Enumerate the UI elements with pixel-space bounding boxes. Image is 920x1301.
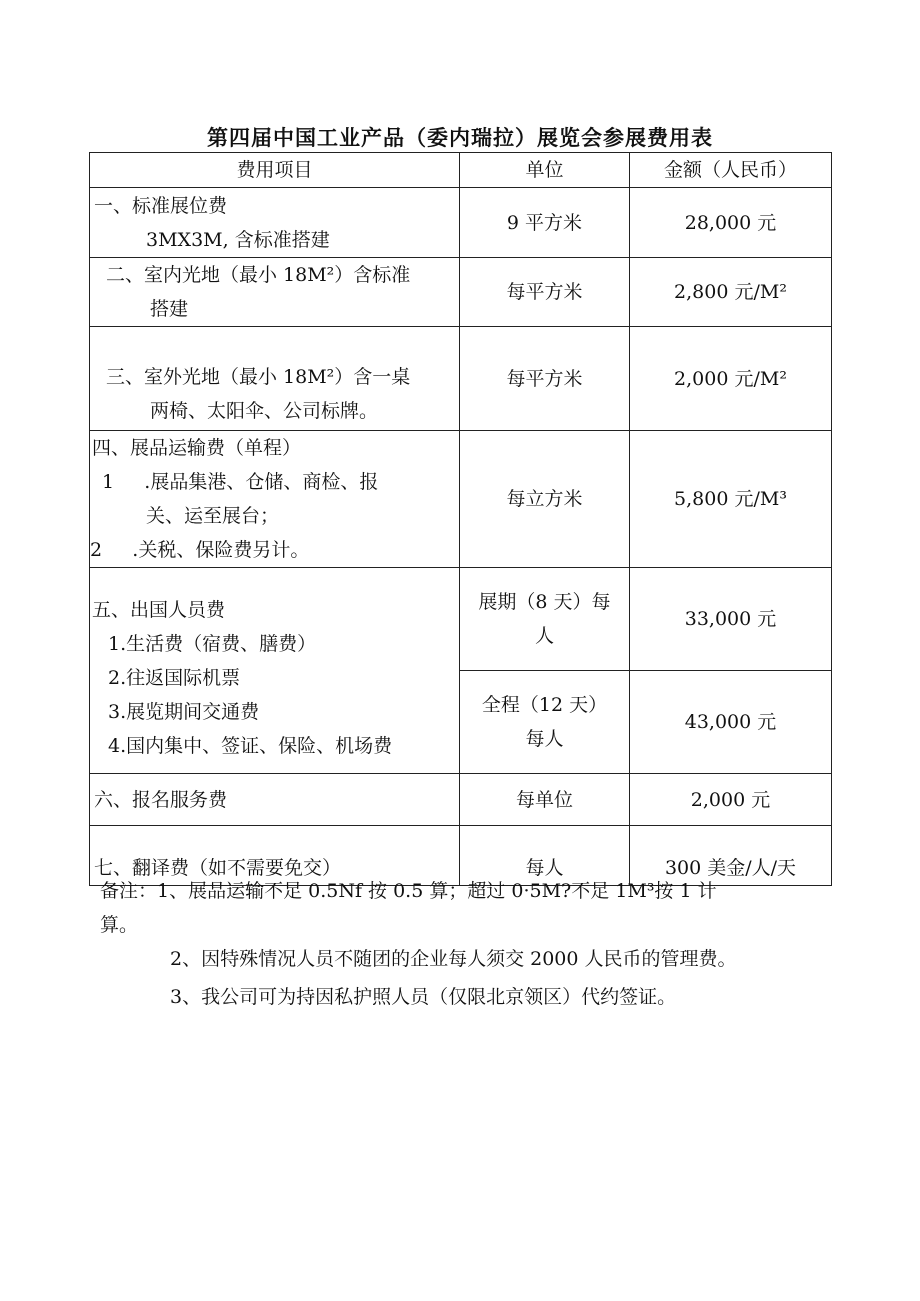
unit-cell	[460, 671, 630, 774]
item-line: 1 .展品集港、仓储、商检、报	[102, 471, 379, 493]
item-line: 搭建	[150, 298, 189, 320]
item-line: 四、展品运输费（单程）	[92, 437, 302, 459]
item-line: 一、标准展位费	[94, 194, 228, 217]
unit-cell: 每平方米	[460, 258, 630, 327]
item-line: 1.生活费（宿费、膳费）	[108, 632, 317, 655]
unit-cell	[460, 568, 630, 671]
item-cell: 七、翻译费（如不需要免交）	[90, 826, 460, 886]
unit-cell: 9 平方米	[460, 188, 630, 258]
table-row	[90, 568, 832, 671]
amount-cell: 28,000 元	[630, 188, 832, 258]
item-line: 五、出国人员费	[92, 598, 226, 621]
item-cell	[90, 188, 460, 258]
note-1-continued: 算。	[100, 914, 139, 936]
amount-cell: 2,000 元	[630, 774, 832, 826]
page-title: 第四届中国工业产品（委内瑞拉）展览会参展费用表	[207, 126, 713, 150]
amount-cell: 33,000 元	[630, 568, 832, 671]
amount-cell: 5,800 元/M³	[630, 431, 832, 568]
table-row	[90, 188, 832, 258]
unit-cell: 每单位	[460, 774, 630, 826]
item-line: 3MX3M, 含标准搭建	[146, 228, 330, 251]
unit-line: 展期（8 天）每	[478, 591, 611, 613]
table-row	[90, 258, 832, 327]
item-line: 两椅、太阳伞、公司标牌。	[150, 400, 379, 422]
table-row	[90, 774, 832, 826]
item-cell: 六、报名服务费	[90, 774, 460, 826]
notes	[100, 874, 860, 1008]
item-line: 2.往返国际机票	[108, 666, 241, 689]
item-line: 关、运至展台；	[146, 505, 280, 527]
unit-cell: 每人	[460, 826, 630, 886]
amount-cell: 2,800 元/M²	[630, 258, 832, 327]
amount-cell: 2,000 元/M²	[630, 327, 832, 431]
fee-table	[89, 152, 832, 886]
item-cell	[90, 258, 460, 327]
unit-line: 全程（12 天）	[481, 694, 608, 716]
item-cell	[90, 568, 460, 774]
header-unit: 单位	[460, 153, 630, 188]
amount-cell: 300 美金/人/天	[630, 826, 832, 886]
amount-cell: 43,000 元	[630, 671, 832, 774]
table-header-row	[90, 153, 832, 188]
item-line: 2 .关税、保险费另计。	[90, 539, 310, 561]
table-row	[90, 327, 832, 431]
header-amount: 金额（人民币）	[630, 153, 832, 188]
unit-cell: 每立方米	[460, 431, 630, 568]
item-line: 4.国内集中、签证、保险、机场费	[108, 734, 393, 757]
unit-line: 每人	[525, 728, 564, 750]
header-item: 费用项目	[90, 153, 460, 188]
note-1: 备注：1、展品运输不足 0.5Nf 按 0.5 算；超过 0·5M?不足 1M³按 1 计	[100, 880, 717, 902]
item-cell	[90, 431, 460, 568]
item-line: 3.展览期间交通费	[108, 700, 260, 723]
item-cell	[90, 327, 460, 431]
note-2: 2、因特殊情况人员不随团的企业每人须交 2000 人民币的管理费。	[170, 948, 737, 970]
table-row	[90, 431, 832, 568]
note-3: 3、我公司可为持因私护照人员（仅限北京领区）代约签证。	[170, 986, 677, 1008]
unit-line: 人	[534, 625, 554, 647]
item-line: 二、室内光地（最小 18M²）含标准	[106, 264, 411, 286]
unit-cell: 每平方米	[460, 327, 630, 431]
item-line: 三、室外光地（最小 18M²）含一桌	[106, 366, 411, 388]
